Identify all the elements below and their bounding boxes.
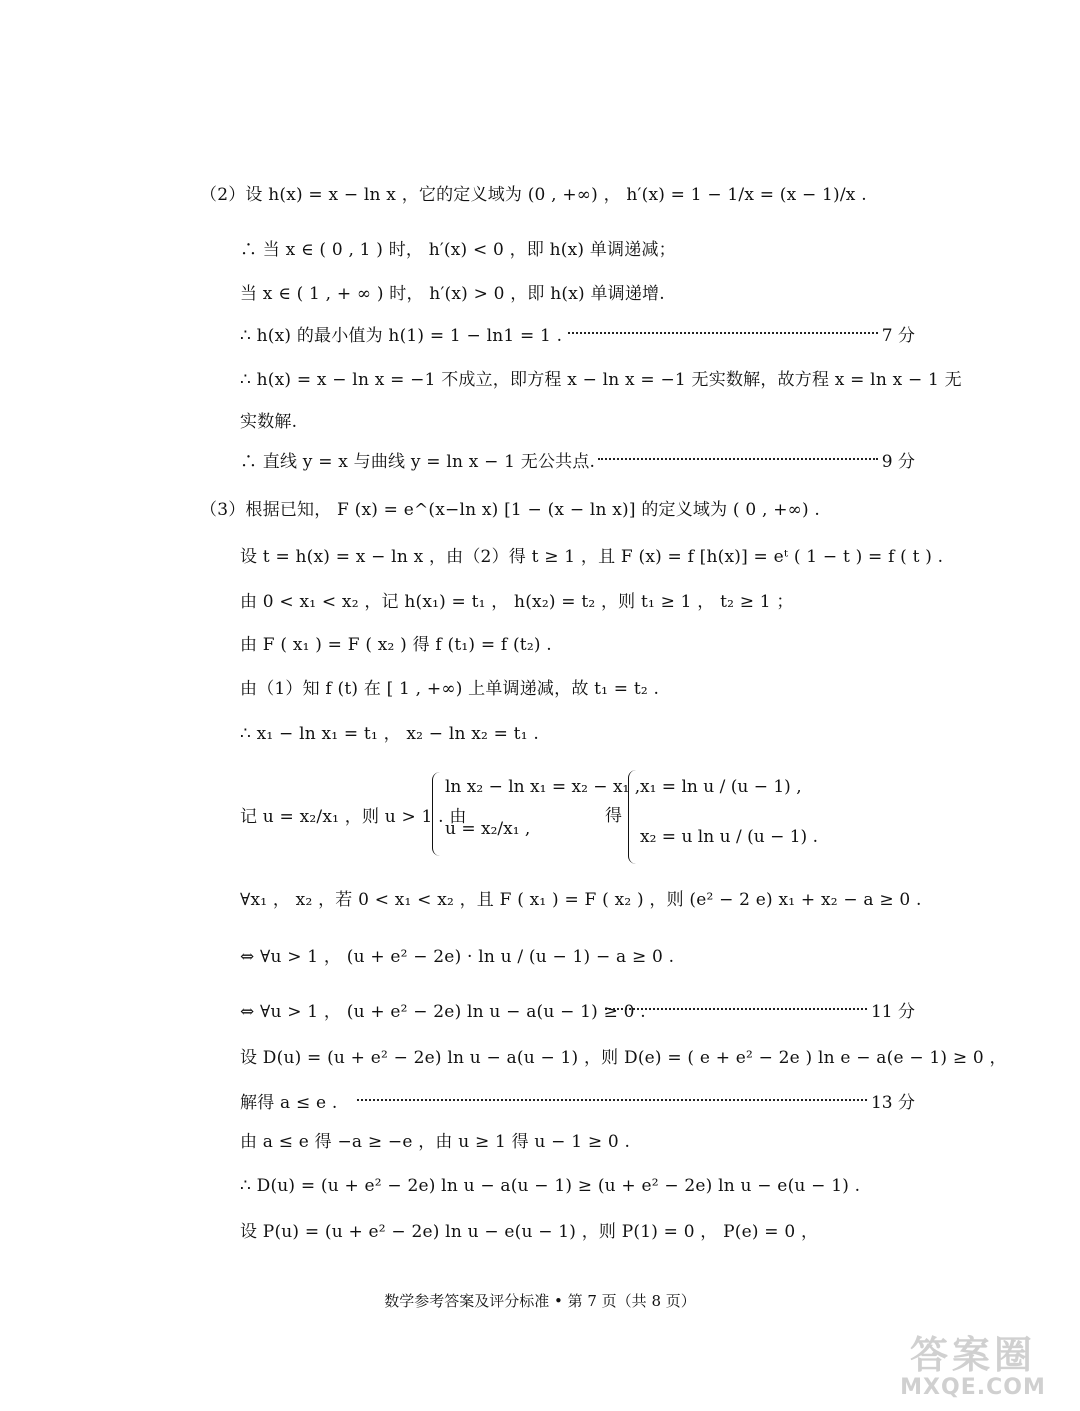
part3-intro: （3）根据已知， F (x) = e^(x−ln x) [1 − (x − ln x)] 的定义域为 ( 0 , +∞) .: [200, 500, 821, 520]
watermark-bottom: MXQE.COM: [900, 1375, 1046, 1400]
part3-equations: ∴ x₁ − ln x₁ = t₁ ， x₂ − ln x₂ = t₁ .: [240, 724, 539, 744]
part2-minimum: ∴ h(x) 的最小值为 h(1) = 1 − ln1 = 1 .: [240, 326, 563, 346]
dotted-leader: [568, 332, 878, 334]
dotted-leader: [357, 1099, 867, 1101]
system-2-row-2: x₂ = u ln u / (u − 1) .: [640, 827, 818, 847]
score-9-label: 9 分: [881, 452, 915, 472]
part3-order: 由 0 < x₁ < x₂ ，记 h(x₁) = t₁ ， h(x₂) = t₂ ，则 t₁ ≥ 1 ， t₂ ≥ 1 ；: [240, 592, 794, 612]
part3-monotone: 由（1）知 f (t) 在 [ 1 , +∞) 上单调递减，故 t₁ = t₂ .: [240, 679, 660, 699]
part3-equal-F: 由 F ( x₁ ) = F ( x₂ ) 得 f (t₁) = f (t₂) .: [240, 635, 552, 655]
page-footer: 数学参考答案及评分标准 • 第 7 页（共 8 页）: [384, 1292, 696, 1310]
part3-bound: 由 a ≤ e 得 −a ≥ −e ，由 u ≥ 1 得 u − 1 ≥ 0 .: [240, 1132, 631, 1152]
score-13-label: 13 分: [870, 1093, 915, 1113]
part3-D-definition: 设 D(u) = (u + e² − 2e) ln u − a(u − 1) ，则 D(e) = ( e + e² − 2e ) ln e − a(e − 1) ≥ 0 ，: [240, 1048, 1007, 1068]
part2-no-solution-cont: 实数解.: [240, 412, 298, 432]
part3-u-definition: 记 u = x₂/x₁ ，则 u > 1 . 由: [240, 807, 467, 827]
part3-equivalence-2: ⇔ ∀u > 1 ， (u + e² − 2e) ln u − a(u − 1) ≥ 0 .: [240, 1002, 646, 1022]
score-13: [357, 1091, 915, 1115]
watermark-logo: [878, 1335, 1068, 1405]
score-11-label: 11 分: [870, 1002, 915, 1022]
score-11: [605, 1000, 915, 1024]
part2-conclusion: ∴ 直线 y = x 与曲线 y = ln x − 1 无公共点.: [240, 452, 596, 472]
part3-forall: ∀x₁ ， x₂ ，若 0 < x₁ < x₂ ，且 F ( x₁ ) = F ( x₂ ) ，则 (e² − 2 e) x₁ + x₂ − a ≥ 0 .: [240, 890, 922, 910]
watermark-top: 答案圈: [909, 1333, 1036, 1377]
system-1-row-2: u = x₂/x₁ ,: [445, 819, 531, 839]
score-9: [598, 450, 915, 474]
system-get-label: 得: [605, 806, 622, 826]
part2-no-solution: ∴ h(x) = x − ln x = −1 不成立，即方程 x − ln x = −1 无实数解，故方程 x = ln x − 1 无: [240, 370, 962, 390]
part2-increasing: 当 x ∈ ( 1 , + ∞ ) 时， h′(x) > 0 ，即 h(x) 单调递增.: [240, 284, 665, 304]
system-2-row-1: x₁ = ln u / (u − 1) ,: [640, 777, 802, 797]
part2-decreasing: ∴ 当 x ∈ ( 0 , 1 ) 时， h′(x) < 0 ，即 h(x) 单调递减；: [240, 240, 676, 260]
part3-substitution: 设 t = h(x) = x − ln x ，由（2）得 t ≥ 1 ，且 F (x) = f [h(x)] = eᵗ ( 1 − t ) = f ( t ) .: [240, 547, 944, 567]
left-brace: [432, 772, 443, 856]
part3-equivalence-1: ⇔ ∀u > 1 ， (u + e² − 2e) · ln u / (u − 1) − a ≥ 0 .: [240, 947, 675, 967]
system-1-row-1: ln x₂ − ln x₁ = x₂ − x₁ ,: [445, 777, 641, 797]
part3-P-definition: 设 P(u) = (u + e² − 2e) ln u − e(u − 1) ，则 P(1) = 0 ， P(e) = 0 ，: [240, 1222, 819, 1242]
part3-inequality: ∴ D(u) = (u + e² − 2e) ln u − a(u − 1) ≥ (u + e² − 2e) ln u − e(u − 1) .: [240, 1176, 861, 1196]
dotted-leader: [605, 1008, 867, 1010]
part3-solve: 解得 a ≤ e .: [240, 1093, 338, 1113]
dotted-leader: [598, 458, 878, 460]
score-7: [568, 324, 915, 348]
part2-intro: （2）设 h(x) = x − ln x ，它的定义域为 (0 , +∞) ， h′(x) = 1 − 1/x = (x − 1)/x .: [200, 185, 867, 205]
score-7-label: 7 分: [881, 326, 915, 346]
left-brace: [628, 770, 639, 864]
